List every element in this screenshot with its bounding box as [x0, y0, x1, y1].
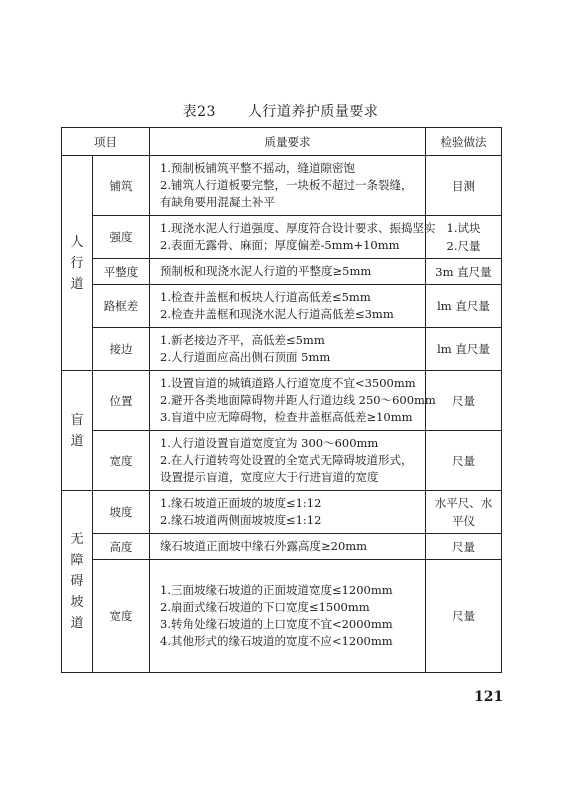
- category-label: 盲道: [70, 412, 84, 449]
- requirement-line: 2.缘石坡道两侧面坡坡度≤1:12: [160, 513, 322, 527]
- table-row: [62, 534, 502, 560]
- table-row: [62, 328, 502, 371]
- method-line: lm 直尺量: [437, 299, 490, 313]
- requirement-cell: [150, 156, 426, 216]
- table-row: [62, 285, 502, 328]
- item-cell: 位置: [93, 371, 150, 431]
- quality-table: [61, 127, 502, 673]
- table-title: [0, 101, 561, 121]
- requirement-line: 1.检查井盖框和板块人行道高低差≤5mm: [160, 290, 371, 304]
- requirement-cell: [150, 431, 426, 491]
- requirement-cell: [150, 534, 426, 560]
- requirement-line: 3.盲道中应无障碍物，检查井盖框高低差≥10mm: [160, 410, 413, 424]
- requirement-line: 1.设置盲道的城镇道路人行道宽度不宜<3500mm: [160, 376, 416, 390]
- method-line: 3m 直尺量: [435, 264, 492, 279]
- requirement-line: 2.避开各类地面障碍物并距人行道边线 250～600mm: [160, 393, 436, 407]
- method-line: 1.试块: [446, 221, 481, 235]
- requirement-cell: [150, 491, 426, 534]
- category-cell: [62, 371, 93, 491]
- requirement-cell: [150, 371, 436, 431]
- requirement-line: 1.人行道设置盲道宽度宜为 300～600mm: [160, 436, 379, 450]
- requirement-line: 2.表面无露骨、麻面；厚度偏差-5mm+10mm: [160, 238, 400, 252]
- item-cell: 铺筑: [93, 156, 150, 216]
- requirement-line: 2.在人行道转弯处设置的全宽式无障碍坡道形式，设置提示盲道，宽度应大于行进盲道的宽度: [160, 453, 413, 484]
- item-cell: 平整度: [93, 259, 150, 285]
- method-line: 尺量: [452, 453, 475, 468]
- item-cell: 路框差: [93, 285, 150, 328]
- header-row: [62, 128, 502, 156]
- item-cell: 接边: [93, 328, 150, 371]
- method-line: 平仪: [452, 514, 475, 528]
- method-cell: [426, 560, 502, 673]
- item-cell: 强度: [93, 216, 150, 259]
- table-row: [62, 560, 502, 673]
- method-cell: [426, 285, 502, 328]
- category-label: 人行道: [70, 234, 84, 292]
- table-row: [62, 216, 502, 259]
- header-method: 检验做法: [426, 128, 502, 156]
- method-line: 尺量: [452, 539, 475, 554]
- table-row: [62, 259, 502, 285]
- requirement-line: 2.检查井盖框和现浇水泥人行道高低差≤3mm: [160, 307, 394, 321]
- requirement-line: 预制板和现浇水泥人行道的平整度≥5mm: [160, 264, 372, 278]
- requirement-cell: [150, 216, 436, 259]
- requirement-cell: [150, 560, 426, 673]
- requirement-line: 2.铺筑人行道板要完整，一块板不超过一条裂缝，有缺角要用混凝土补平: [160, 178, 413, 209]
- table-number: 表23: [182, 104, 216, 120]
- table-row: [62, 371, 502, 431]
- item-cell: 宽度: [93, 560, 150, 673]
- method-cell: [426, 431, 502, 491]
- method-cell: [426, 328, 502, 371]
- table-caption: 人行道养护质量要求: [247, 104, 379, 120]
- requirement-line: 4.其他形式的缘石坡道的宽度不应<1200mm: [160, 634, 393, 648]
- requirement-line: 2.扇面式缘石坡道的下口宽度≤1500mm: [160, 600, 370, 614]
- requirement-line: 2.人行道面应高出侧石顶面 5mm: [160, 350, 331, 364]
- item-cell: 坡度: [93, 491, 150, 534]
- item-cell: 宽度: [93, 431, 150, 491]
- category-label: 无障碍坡道: [70, 532, 84, 631]
- table-row: [62, 491, 502, 534]
- method-line: lm 直尺量: [437, 342, 490, 356]
- method-cell: [426, 259, 502, 285]
- method-line: 尺量: [452, 609, 475, 623]
- requirement-line: 1.新老接边齐平，高低差≤5mm: [160, 333, 325, 347]
- method-cell: [426, 156, 502, 216]
- method-line: 2.尺量: [446, 239, 481, 253]
- requirement-line: 缘石坡道正面坡中缘石外露高度≥20mm: [160, 539, 368, 553]
- method-cell: [426, 216, 502, 259]
- page-number: 121: [474, 689, 504, 705]
- category-cell: [62, 491, 93, 673]
- method-line: 尺量: [452, 393, 475, 408]
- requirement-line: 1.三面坡缘石坡道的正面坡道宽度≤1200mm: [160, 583, 393, 597]
- method-cell: [426, 491, 502, 534]
- requirement-cell: [150, 259, 426, 285]
- item-cell: 高度: [93, 534, 150, 560]
- requirement-line: 1.缘石坡道正面坡的坡度≤1:12: [160, 496, 322, 510]
- method-cell: [426, 371, 502, 431]
- table-row: [62, 431, 502, 491]
- requirement-cell: [150, 328, 426, 371]
- header-requirement: 质量要求: [150, 128, 426, 156]
- method-cell: [426, 534, 502, 560]
- table-row: [62, 156, 502, 216]
- method-line: 目测: [452, 178, 475, 193]
- requirement-line: 3.转角处缘石坡道的上口宽度不宜<2000mm: [160, 617, 393, 631]
- requirement-cell: [150, 285, 426, 328]
- requirement-line: 1.现浇水泥人行道强度、厚度符合设计要求、振捣坚实: [160, 221, 436, 235]
- header-item: 项目: [62, 128, 150, 156]
- category-cell: [62, 156, 93, 371]
- requirement-line: 1.预制板铺筑平整不摇动，缝道隙密饱: [160, 161, 355, 175]
- method-line: 水平尺、水: [434, 496, 493, 510]
